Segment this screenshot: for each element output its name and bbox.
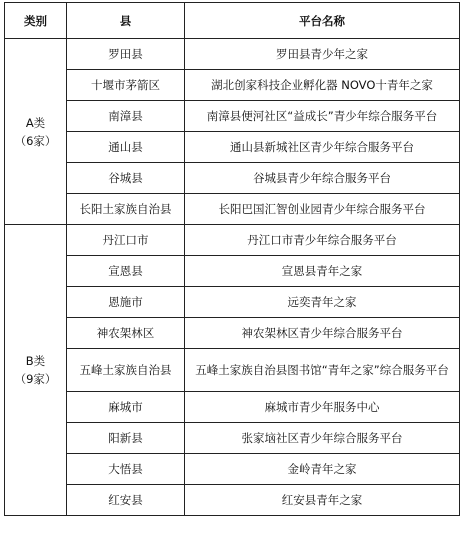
- table-row: [5, 194, 460, 225]
- platform-cell: 谷城县青少年综合服务平台: [185, 163, 460, 194]
- county-cell: 阳新县: [67, 423, 185, 454]
- county-cell: 南漳县: [67, 101, 185, 132]
- platform-cell: 麻城市青少年服务中心: [185, 392, 460, 423]
- county-cell: 十堰市茅箭区: [67, 70, 185, 101]
- platform-cell: 红安县青年之家: [185, 485, 460, 516]
- county-cell: 大悟县: [67, 454, 185, 485]
- county-cell: 麻城市: [67, 392, 185, 423]
- table-row: [5, 392, 460, 423]
- platform-cell: 湖北创家科技企业孵化器 NOVO十青年之家: [185, 70, 460, 101]
- platform-cell: 张家垴社区青少年综合服务平台: [185, 423, 460, 454]
- table-row: [5, 454, 460, 485]
- category-cell-a: [5, 39, 67, 225]
- platform-cell: 丹江口市青少年综合服务平台: [185, 225, 460, 256]
- table-row: [5, 39, 460, 70]
- county-cell: 谷城县: [67, 163, 185, 194]
- table-row: [5, 485, 460, 516]
- table-row: [5, 287, 460, 318]
- table-row: [5, 423, 460, 454]
- county-cell: 红安县: [67, 485, 185, 516]
- table-row: [5, 225, 460, 256]
- category-label: B类: [25, 354, 46, 368]
- county-cell: 丹江口市: [67, 225, 185, 256]
- platform-cell: 罗田县青少年之家: [185, 39, 460, 70]
- table-row: [5, 163, 460, 194]
- table-row: [5, 132, 460, 163]
- county-cell: 宣恩县: [67, 256, 185, 287]
- table-row: [5, 318, 460, 349]
- category-count: （9家）: [14, 372, 57, 386]
- county-cell: 神农架林区: [67, 318, 185, 349]
- county-cell: 通山县: [67, 132, 185, 163]
- county-cell: 恩施市: [67, 287, 185, 318]
- platform-cell: 神农架林区青少年综合服务平台: [185, 318, 460, 349]
- platform-cell: 五峰土家族自治县图书馆“青年之家”综合服务平台: [185, 349, 460, 392]
- table-header-row: [5, 3, 460, 39]
- document: [4, 2, 459, 516]
- county-cell: 罗田县: [67, 39, 185, 70]
- table-row: [5, 349, 460, 392]
- platform-cell: 宣恩县青年之家: [185, 256, 460, 287]
- county-cell: 长阳土家族自治县: [67, 194, 185, 225]
- header-platform: 平台名称: [185, 3, 460, 39]
- platform-cell: 金岭青年之家: [185, 454, 460, 485]
- county-cell: 五峰土家族自治县: [67, 349, 185, 392]
- platform-cell: 长阳巴国汇智创业园青少年综合服务平台: [185, 194, 460, 225]
- category-cell-b: [5, 225, 67, 516]
- platform-cell: 南漳县便河社区“益成长”青少年综合服务平台: [185, 101, 460, 132]
- platform-cell: 远奕青年之家: [185, 287, 460, 318]
- header-category: 类别: [5, 3, 67, 39]
- table-row: [5, 256, 460, 287]
- header-county: 县: [67, 3, 185, 39]
- table-row: [5, 101, 460, 132]
- category-label: A类: [25, 115, 46, 130]
- platform-table: [4, 2, 460, 516]
- table-row: [5, 70, 460, 101]
- category-count: （6家）: [14, 133, 57, 148]
- platform-cell: 通山县新城社区青少年综合服务平台: [185, 132, 460, 163]
